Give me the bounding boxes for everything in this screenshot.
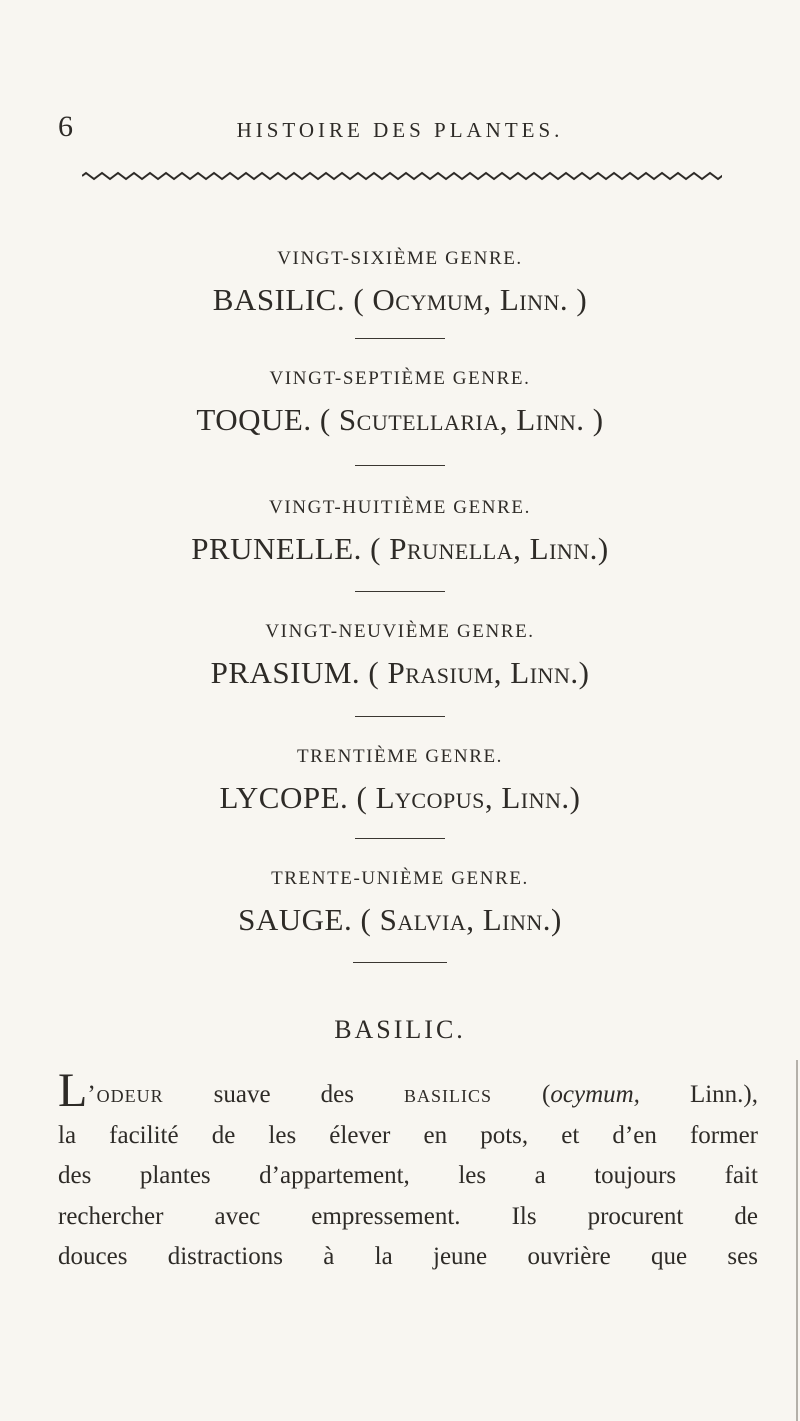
text-run: ( <box>492 1081 551 1108</box>
page-header <box>0 112 800 152</box>
text-line <box>58 1064 759 1117</box>
text-line: des plantes d’appartement, les a toujours fait <box>58 1162 758 1189</box>
ornamental-rule <box>82 171 722 181</box>
genre-label: VINGT-SEPTIÈME GENRE. <box>269 368 531 389</box>
page-edge-shadow <box>796 1060 798 1421</box>
genre-latin-name: ( Ocymum, Linn. ) <box>353 282 588 317</box>
genre-latin-name: ( Scutellaria, Linn. ) <box>319 402 604 437</box>
genre-29 <box>0 621 800 691</box>
genre-label: TRENTE-UNIÈME GENRE. <box>271 868 529 889</box>
separator-rule <box>355 591 445 592</box>
separator-rule <box>355 838 445 839</box>
genre-latin-name: ( Prunella, Linn.) <box>370 531 609 566</box>
lead-word: ’odeur <box>87 1081 164 1108</box>
section-title: BASILIC. <box>334 1015 466 1044</box>
genre-heading <box>0 655 800 691</box>
genre-heading <box>0 902 800 938</box>
genre-label: TRENTIÈME GENRE. <box>296 746 504 767</box>
genre-30 <box>0 746 800 816</box>
genre-latin-name: ( Prasium, Linn.) <box>368 655 590 690</box>
genre-name: SAUGE. <box>238 902 353 937</box>
body-paragraph <box>58 1064 759 1278</box>
genre-heading <box>0 531 800 567</box>
text-line: la facilité de les élever en pots, et d’en former <box>58 1121 758 1149</box>
genre-31 <box>0 868 800 938</box>
text-line: douces distractions à la jeune ouvrière que ses <box>58 1243 758 1270</box>
genre-heading <box>0 282 800 318</box>
genre-27 <box>0 368 800 438</box>
text-run: suave des <box>163 1081 404 1108</box>
genre-name: LYCOPE. <box>219 780 349 815</box>
italic-word: ocymum, <box>550 1081 640 1108</box>
drop-cap: L <box>58 1064 88 1117</box>
genre-name: TOQUE. <box>196 402 312 437</box>
running-head: HISTOIRE DES PLANTES. <box>236 118 564 142</box>
genre-heading <box>0 780 800 816</box>
text-run: Linn.), <box>639 1081 759 1108</box>
genre-28 <box>0 497 800 567</box>
genre-name: PRUNELLE. <box>191 531 362 566</box>
genre-name: PRASIUM. <box>210 655 361 690</box>
genre-label: VINGT-NEUVIÈME GENRE. <box>265 621 535 642</box>
genre-26 <box>0 248 800 318</box>
separator-rule <box>353 962 447 963</box>
text-line: rechercher avec empressement. Ils procurent de <box>58 1202 758 1230</box>
separator-rule <box>355 465 445 466</box>
genre-label: VINGT-HUITIÈME GENRE. <box>269 497 531 518</box>
genre-latin-name: ( Lycopus, Linn.) <box>356 780 581 815</box>
genre-latin-name: ( Salvia, Linn.) <box>360 902 562 937</box>
genre-name: BASILIC. <box>212 282 346 317</box>
genre-heading <box>0 402 800 438</box>
genre-label: VINGT-SIXIÈME GENRE. <box>277 248 523 269</box>
small-caps-word: basilics <box>404 1081 493 1108</box>
page-number: 6 <box>58 110 73 143</box>
separator-rule <box>355 338 445 339</box>
separator-rule <box>355 716 445 717</box>
